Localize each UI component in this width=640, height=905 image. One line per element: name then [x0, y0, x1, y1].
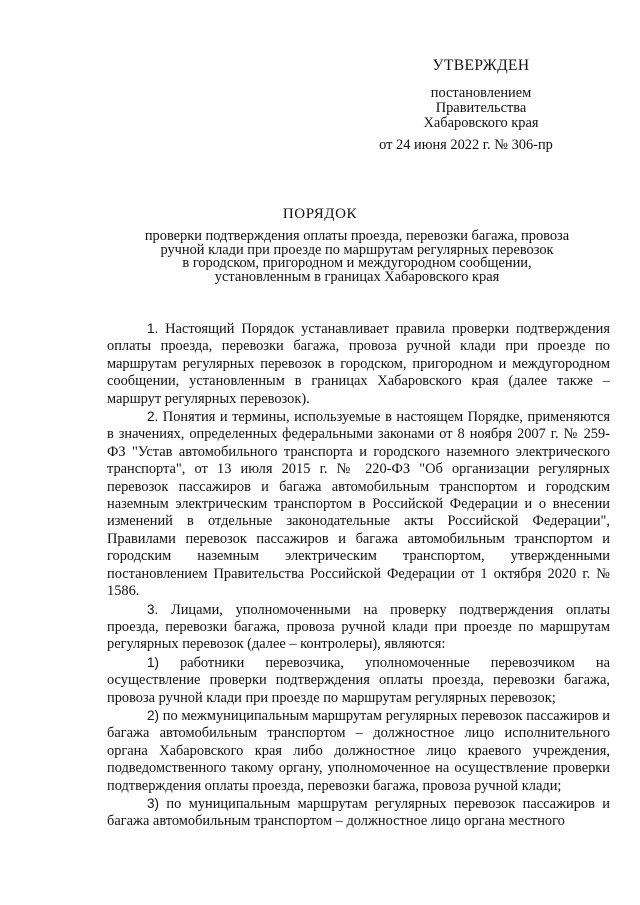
subtitle-line: установленным в границах Хабаровского края [214, 268, 500, 285]
approval-line-2: Правительства [435, 100, 527, 116]
paragraph-text: Лицами, уполномоченными на проверку подтверждения оплаты проезда, перевозки багажа, провоза ручной клади при проезде по маршрутам регулярных перевозок (далее – контролеры), являются: [107, 601, 610, 653]
paragraph-text: Настоящий Порядок устанавливает правила проверки подтверждения оплаты проезда, перевозки багажа, провоза ручной клади при проезде по маршрутам регулярных перевозок в городском, пригородном и междугородном сообщении, установленным в границах Хабаровского края (далее также – маршрут регулярных перевозок). [107, 321, 610, 407]
paragraph-text: работники перевозчика, уполномоченные перевозчиком на осуществление проверки подтверждения оплаты проезда, перевозки багажа, провоза ручной клади при проезде по маршрутам регулярных перевозок; [107, 654, 610, 706]
approval-block [366, 58, 596, 153]
paragraph-text: по межмуниципальным маршрутам регулярных перевозок пассажиров и багажа автомобильным транспортом – должностное лицо исполнительного органа Хабаровского края либо должностное лицо краевого учреждения, подведомственного такому органу, уполномоченное на осуществление проверки подтверждения оплаты проезда, перевозки багажа, провоза ручной клади; [107, 707, 610, 794]
paragraph [107, 320, 610, 408]
subtitle-line: ручной клади при проезде по маршрутам регулярных перевозок [160, 241, 554, 258]
paragraph-text: Понятия и термины, используемые в настоящем Порядке, применяются в значениях, определенных федеральными законами от 8 ноября 2007 г. № 259-ФЗ "Устав автомобильного транспорта и городского наземного электрического транспорта", от 13 июля 2015 г. № 220-ФЗ "Об организации регулярных перевозок пассажиров и багажа автомобильным транспортом и городским наземным электрическим транспортом в Российской Федерации и о внесении изменений в отдельные законодательные акты Российской Федерации", Правилами перевозок пассажиров и багажа автомобильным транспортом и городским наземным электрическим транспортом, утвержденными постановлением Правительства Российской Федерации от 1 октября 2020 г. № 1586. [107, 409, 610, 600]
paragraph [107, 795, 610, 831]
paragraph [107, 707, 610, 795]
paragraph-number: 1) [147, 654, 160, 670]
document-body [107, 320, 610, 831]
document-subtitle [120, 230, 594, 284]
document-title: ПОРЯДОК [282, 206, 358, 222]
subtitle-line: в городском, пригородном и междугородном сообщении, [182, 255, 532, 272]
paragraph-number: 2. [147, 409, 159, 425]
paragraph-number: 3) [147, 795, 160, 811]
approval-line-3: Хабаровского края [423, 115, 539, 131]
subtitle-line: проверки подтверждения оплаты проезда, перевозки багажа, провоза [144, 228, 570, 244]
paragraph-number: 1. [147, 321, 159, 336]
paragraph-text: по муниципальным маршрутам регулярных перевозок пассажиров и багажа автомобильным транспортом – должностное лицо органа местного [107, 795, 610, 830]
paragraph-number: 3. [147, 601, 159, 617]
paragraph [107, 654, 610, 707]
paragraph-number: 2) [147, 707, 160, 723]
approval-date: от 24 июня 2022 г. № 306-пр [379, 137, 553, 153]
paragraph [107, 408, 610, 600]
paragraph [107, 601, 610, 654]
approval-line-1: постановлением [430, 85, 532, 101]
approval-title: УТВЕРЖДЕН [432, 57, 530, 74]
